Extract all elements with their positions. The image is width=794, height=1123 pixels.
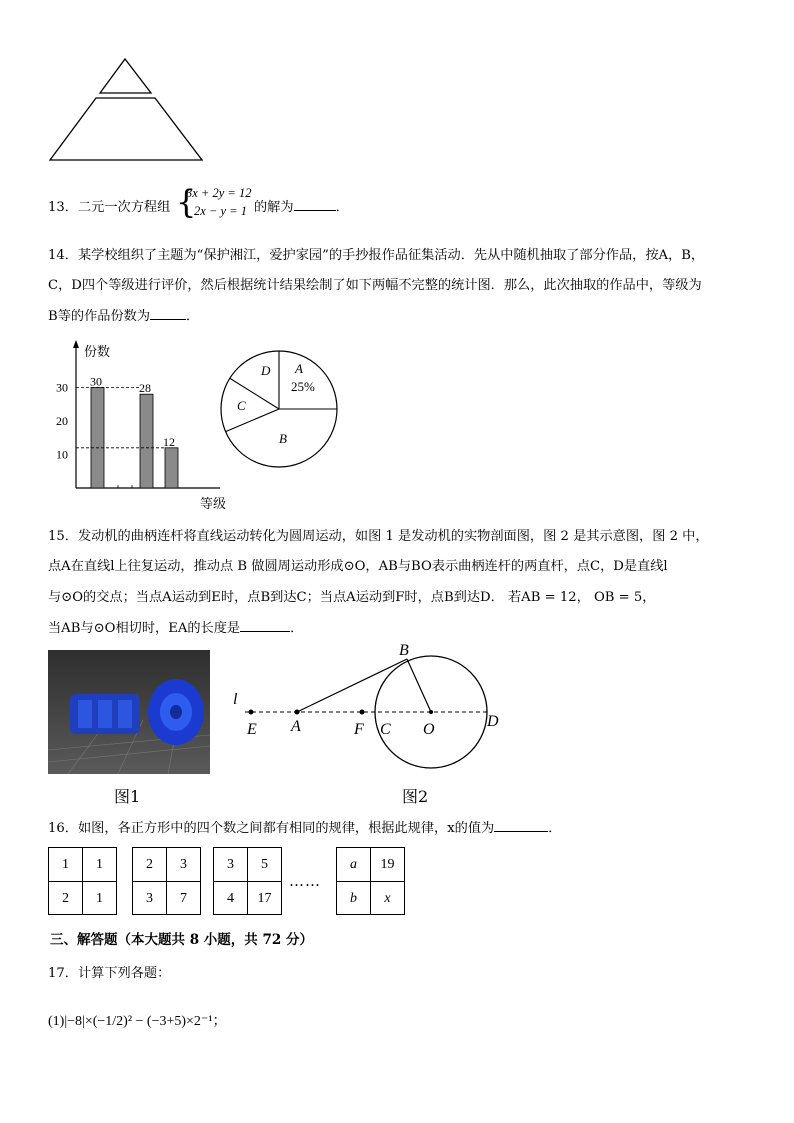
question-14-line-1: 14．某学校组织了主题为“保护湘江，爱护家园”的手抄报作品征集活动．先从中随机抽取了部分作品，按A，B，: [48, 248, 705, 263]
cell-tl: 1: [62, 856, 69, 872]
cell-tr: 5: [261, 856, 268, 872]
q15-line4-text: 当AB与⊙O相切时，EA的长度是: [48, 621, 241, 636]
bar-value-label: 12: [163, 434, 175, 449]
label-E: E: [247, 721, 257, 738]
cell-bl: b: [350, 890, 357, 906]
figure-2-caption: 图2: [402, 787, 429, 806]
number-square-2: [132, 847, 201, 915]
section-heading: 三、解答题（本大题共 8 小题，共 72 分）: [50, 932, 313, 948]
label-l: l: [233, 691, 238, 708]
label-B: B: [399, 642, 409, 659]
bar: [165, 448, 178, 488]
answer-blank-13[interactable]: [294, 198, 336, 211]
question-17-title: 17．计算下列各题：: [48, 966, 171, 981]
q16-text: 16．如图，各正方形中的四个数之间都有相同的规律，根据此规律，x的值为: [48, 821, 495, 836]
answer-blank-15[interactable]: [240, 619, 290, 632]
q14-line3-text: B等的作品份数为: [48, 309, 151, 324]
engine-illustration: [48, 650, 210, 774]
cell-br: 1: [96, 890, 103, 906]
cell-br: x: [384, 890, 391, 906]
q15-line4-end: ．: [290, 621, 304, 636]
cell-tr: 3: [180, 856, 187, 872]
label-D: D: [487, 713, 499, 730]
cell-tl: 2: [146, 856, 153, 872]
question-15-line-2: 点A在直线l上往复运动，推动点 B 做圆周运动形成⊙O，AB与BO表示曲柄连杆的两直杆，点C，D是直线l: [48, 559, 668, 574]
answer-blank-16[interactable]: [494, 819, 548, 832]
pie-slice-label: A: [295, 361, 303, 376]
question-13: [48, 196, 170, 215]
y-tick-label: 10: [56, 447, 68, 462]
crank-diagram: [225, 640, 515, 772]
cell-tl: a: [350, 856, 357, 872]
q16-text-end: ．: [548, 821, 562, 836]
cell-bl: 4: [227, 890, 234, 906]
bar: [91, 388, 104, 489]
bar: [140, 394, 153, 488]
number-square-1: [48, 847, 117, 915]
question-14-line-3: [48, 305, 199, 324]
bar-value-label: 30: [90, 374, 102, 389]
q13-prefix: 13．二元一次方程组: [48, 200, 171, 215]
triangle-figure: [48, 55, 208, 165]
pie-slice-label: B: [279, 431, 287, 446]
question-14-line-2: C，D四个等级进行评价，然后根据统计结果绘制了如下两幅不完整的统计图．那么，此次抽取的作品中，等级为: [48, 278, 702, 293]
cell-tl: 3: [227, 856, 234, 872]
q13-suffix-line: 的解为 ．: [254, 200, 349, 215]
question-16: [48, 817, 561, 836]
equation-2: 2x − y = 1: [194, 204, 247, 218]
answer-blank-14[interactable]: [150, 307, 186, 320]
label-O: O: [423, 721, 435, 738]
figure-1-caption: 图1: [114, 787, 141, 806]
pie-slice-label: C: [237, 398, 246, 413]
equation-system: { 3x + 2y = 12 2x − y = 1: [176, 183, 252, 221]
number-square-3: [213, 847, 282, 915]
question-15-line-4: [48, 617, 303, 636]
bar-chart: [40, 338, 240, 513]
cell-tr: 19: [380, 856, 395, 872]
label-F: F: [354, 721, 364, 738]
y-axis-label: 份数: [84, 345, 111, 360]
pie-slice-label: D: [261, 363, 271, 378]
label-A: A: [291, 718, 301, 735]
equation-1: 3x + 2y = 12: [186, 186, 252, 200]
x-axis-label: 等级: [200, 497, 227, 512]
y-tick-label: 30: [56, 380, 68, 395]
cell-br: 17: [257, 890, 272, 906]
pie-slice-boundary: [226, 409, 279, 432]
cell-bl: 3: [146, 890, 153, 906]
q13-suffix: 的解为: [254, 200, 294, 215]
cell-tr: 1: [96, 856, 103, 872]
pie-chart: [215, 345, 345, 475]
y-tick-label: 20: [56, 414, 68, 428]
bar-value-label: 28: [139, 381, 151, 396]
cell-br: 7: [180, 890, 187, 906]
y-axis-arrow: [73, 340, 79, 348]
q14-line3-end: ．: [186, 309, 200, 324]
question-15-line-3: 与⊙O的交点；当点A运动到E时，点B到达C；当点A运动到F时，点B到达D． 若AB = 12， OB = 5，: [48, 590, 656, 605]
question-15-line-1: 15．发动机的曲柄连杆将直线运动转化为圆周运动，如图 1 是发动机的实物剖面图，图 2 是其示意图，图 2 中，: [48, 529, 709, 544]
pie-percent-label: 25%: [291, 379, 315, 394]
question-17-part-1: (1)|−8|×(−1/2)² − (−3+5)×2⁻¹；: [48, 1014, 227, 1029]
engine-photo: [48, 650, 210, 774]
ellipsis: ……: [289, 872, 321, 890]
label-C: C: [380, 721, 391, 738]
number-square-4: [336, 847, 405, 915]
cell-bl: 2: [62, 890, 69, 906]
